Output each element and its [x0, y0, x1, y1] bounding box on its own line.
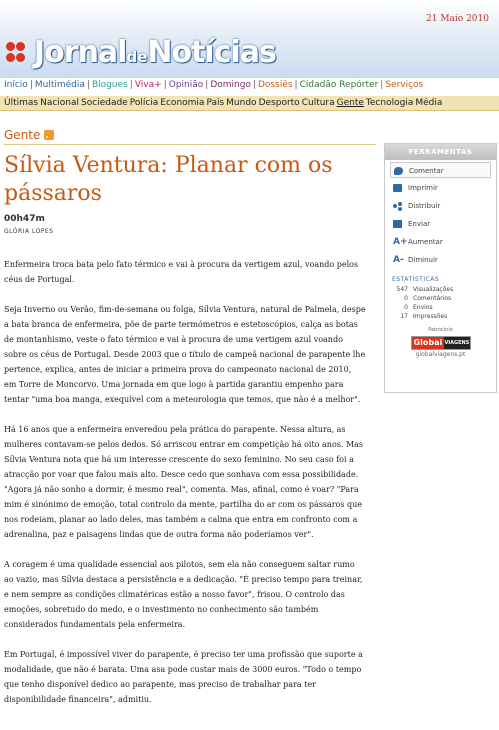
article-body — [4, 257, 366, 722]
stat-label: Impressões — [413, 313, 448, 320]
nav-item[interactable]: Dossiês — [258, 80, 293, 90]
article-paragraph: A coragem é uma qualidade essencial aos pilotos, sem ela não conseguem saltar rumo ao vazio, mas Sílvia destaca a persistência e a dedicação. "É preciso tempo para treinar, e nem sempre as condições climatéricas estão a nosso favor", frisou. O controlo das emoções, sobretudo do medo, e o investimento no conhecimento são também considerados fundamentais pela enfermeira. — [4, 560, 363, 629]
nav-item[interactable]: Viva+ — [134, 80, 162, 90]
stat-count: 0 — [404, 295, 408, 302]
section-nav-item[interactable]: Cultura — [301, 98, 335, 108]
primary-nav — [0, 80, 499, 94]
tool-diminuir[interactable] — [390, 252, 491, 268]
nav-separator: | — [205, 80, 209, 90]
nav-separator: | — [294, 80, 298, 90]
article-author: GLÓRIA LOPES — [4, 228, 54, 235]
nav-item[interactable]: Opinião — [168, 80, 204, 90]
section-nav-item[interactable]: País — [206, 98, 225, 108]
tool-label: Enviar — [408, 220, 431, 228]
nav-separator: | — [163, 80, 167, 90]
tool-imprimir[interactable] — [390, 180, 491, 196]
tool-label: Diminuir — [408, 256, 438, 264]
section-nav-item[interactable]: Polícia — [129, 98, 159, 108]
tool-distribuir[interactable] — [390, 198, 491, 214]
nav-item[interactable]: Cidadão Repórter — [299, 80, 379, 90]
article-paragraph: Seja Inverno ou Verão, fim-de-semana ou folga, Sílvia Ventura, natural de Palmela, despe a bata branca de enfermeira, põe de parte termómetros e estetoscópios, calça as botas de montanhismo, veste o fato térmico e vai à procura de uma vertigem azul voando sobre os céus de Portugal. Desde 2003 que o título de campeã nacional de parapente lhe pertence, explica, antes de iniciar a primeira prova do campeonato nacional de 2010, em Torre de Moncorvo. Uma jornada em que logo à partida garantiu empenho para tentar "uma boa manga, exequível com a meteorologia que temos, que não é a melhor". — [4, 305, 366, 404]
sponsor-tag: VIAGENS — [444, 337, 469, 349]
section-nav-item[interactable]: Tecnologia — [365, 98, 414, 108]
article-paragraph: Em Portugal, é impossível viver do parapente, é preciso ter uma profissão que suporte a modalidade, que não é barata. Uma asa pode custar mais de 3000 euros. "Todo o tempo que tenho disponível dedico ao parapente, mas preciso de trabalhar para ter disponibilidade financeira", admitiu. — [4, 650, 363, 704]
tool-label: Comentar — [409, 167, 444, 175]
comment-icon — [394, 167, 403, 175]
nav-separator: | — [380, 80, 384, 90]
divider — [4, 144, 376, 145]
stat-row — [392, 285, 491, 294]
section-nav-item[interactable]: Desporto — [258, 98, 300, 108]
site-logo[interactable] — [6, 34, 276, 70]
stat-count: 0 — [404, 304, 408, 311]
stat-label: Visualizações — [413, 286, 454, 293]
tools-heading: FERRAMENTAS — [385, 144, 496, 160]
nav-separator: | — [129, 80, 133, 90]
stat-count: 17 — [400, 313, 408, 320]
rss-icon[interactable] — [44, 130, 54, 140]
tool-label: Imprimir — [408, 184, 438, 192]
nav-separator: | — [29, 80, 33, 90]
nav-separator: | — [252, 80, 256, 90]
masthead — [0, 0, 499, 78]
sponsor-brand: Global — [412, 337, 445, 349]
stat-label: Comentários — [413, 295, 452, 302]
article-paragraph: Há 16 anos que a enfermeira enveredou pela prática do parapente. Nessa altura, as mulheres contavam-se pelos dedos. Só arriscou entrar em competição há oito anos. Mas Sílvia Ventura nota que há um interesse crescente do sexo feminino. No seu caso foi a atracção por voar que falou mais alto. Desce cedo que sonhava com essa possibilidade. "Agora já não sonho a dormir, é mesmo real", comenta. Mas, afinal, como é voar? "Para mim é sinónimo de emoção, total controlo da mente, partilha do ar com os pássaros que nos rodeiam, planar ao lado deles, mas também a calma que entra em confronto com a adrenalina, paz e paisagens lindas que de outra forma não poderíamos ver". — [4, 425, 364, 539]
share-icon — [393, 202, 402, 210]
nav-item[interactable]: Serviços — [385, 80, 424, 90]
section-nav-item[interactable]: Gente — [336, 98, 364, 108]
article-paragraph: Enfermeira troca bata pelo fato térmico e vai à procura da vertigem azul, voando pelos céus de Portugal. — [4, 260, 359, 284]
stat-label: Envios — [413, 304, 433, 311]
logo-dots-icon — [6, 40, 30, 64]
logo-text: JornaldeNotícias — [34, 34, 276, 70]
section-nav-item[interactable]: Sociedade — [81, 98, 128, 108]
section-heading[interactable]: Gente — [4, 128, 54, 142]
section-nav-item[interactable]: Mundo — [226, 98, 257, 108]
print-icon — [393, 184, 402, 192]
stat-count: 547 — [396, 286, 408, 293]
nav-item[interactable]: Domingo — [210, 80, 251, 90]
tool-label: Distribuir — [408, 202, 441, 210]
article-time: 00h47m — [4, 214, 45, 224]
nav-item[interactable]: Início — [4, 80, 28, 90]
font-decrease-icon: A- — [393, 255, 404, 265]
section-nav-item[interactable]: Nacional — [40, 98, 80, 108]
section-nav-item[interactable]: Economia — [160, 98, 205, 108]
section-nav — [0, 96, 499, 111]
sponsor-url[interactable]: globalviagens.pt — [415, 351, 466, 358]
article-title: Sílvia Ventura: Planar com os pássaros — [4, 153, 333, 206]
section-nav-item[interactable]: Média — [415, 98, 443, 108]
tools-sidebar — [384, 143, 497, 393]
mail-icon — [393, 220, 402, 228]
stat-row — [392, 294, 491, 303]
sponsor-banner[interactable] — [411, 336, 471, 350]
section-nav-item[interactable]: Últimas — [4, 98, 39, 108]
stats-heading: ESTATÍSTICAS — [392, 276, 440, 283]
tool-aumentar[interactable] — [390, 234, 491, 250]
sponsor-label: Patrocínio — [428, 327, 453, 333]
stat-row — [392, 303, 491, 312]
stat-row — [392, 312, 491, 321]
nav-separator: | — [86, 80, 90, 90]
font-increase-icon: A+ — [393, 237, 408, 247]
tool-comentar[interactable] — [390, 162, 491, 178]
tool-enviar[interactable] — [390, 216, 491, 232]
nav-item[interactable]: Multimédia — [34, 80, 85, 90]
edition-date: 21 Maio 2010 — [426, 14, 489, 24]
nav-item[interactable]: Blogues — [91, 80, 128, 90]
tool-label: Aumentar — [408, 238, 443, 246]
